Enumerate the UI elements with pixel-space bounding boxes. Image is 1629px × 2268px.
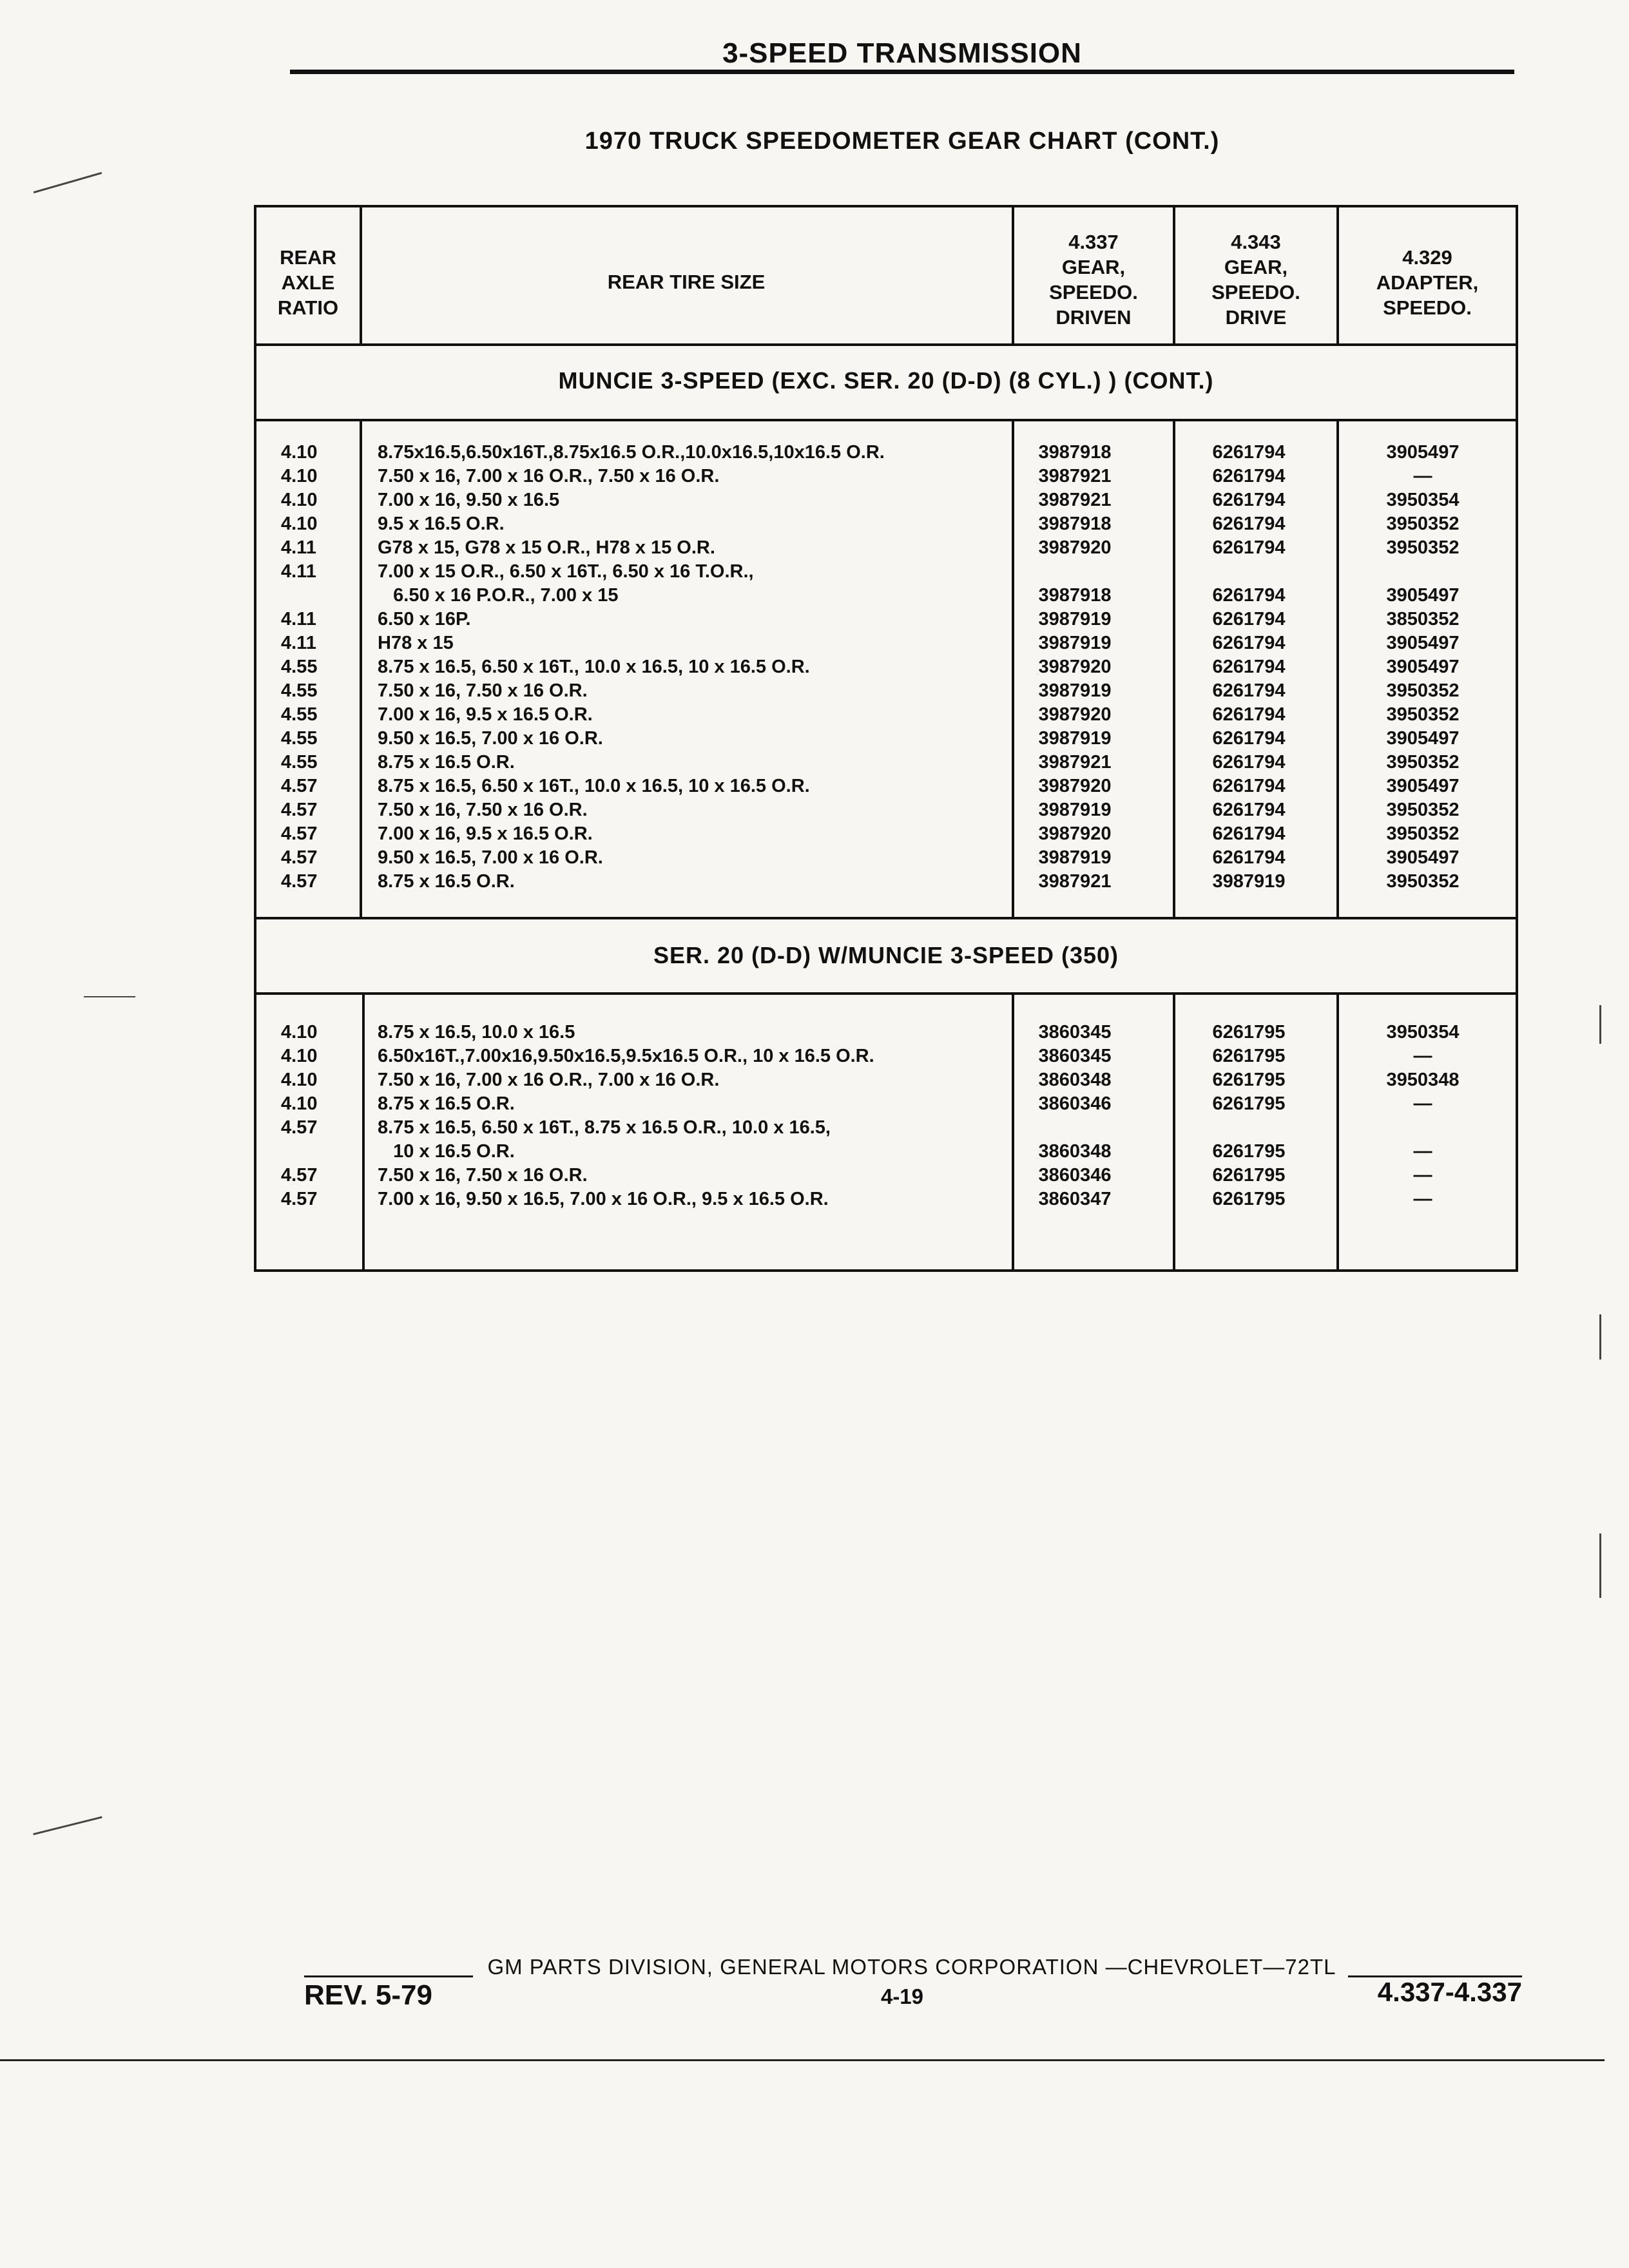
driven-gear-cell: 3987919	[1038, 847, 1112, 868]
table-row	[256, 1187, 1516, 1211]
col-divider	[1012, 207, 1014, 346]
drive-gear-cell: 6261795	[1212, 1022, 1286, 1043]
axle-ratio-cell: 4.57	[281, 776, 318, 796]
adapter-cell: 3905497	[1386, 633, 1460, 653]
adapter-cell: 3950352	[1386, 537, 1460, 558]
driven-gear-cell: 3987919	[1038, 800, 1112, 820]
drive-gear-cell: 6261795	[1212, 1189, 1286, 1209]
axle-ratio-cell: 4.10	[281, 1046, 318, 1066]
row-divider	[256, 419, 1516, 421]
table-row	[256, 1116, 1516, 1140]
table-row	[256, 1021, 1516, 1044]
adapter-cell: 3950352	[1386, 680, 1460, 701]
adapter-cell: 3905497	[1386, 847, 1460, 868]
adapter-cell: 3905497	[1386, 585, 1460, 606]
axle-ratio-cell: 4.57	[281, 823, 318, 844]
footer-division: GM PARTS DIVISION, GENERAL MOTORS CORPORATION —CHEVROLET—72TL	[487, 1955, 1336, 1979]
driven-gear-cell: 3987921	[1038, 752, 1112, 773]
drive-gear-cell: 6261794	[1212, 823, 1286, 844]
tire-size-cell: 8.75 x 16.5, 10.0 x 16.5	[378, 1022, 575, 1043]
section-title: SER. 20 (D-D) W/MUNCIE 3-SPEED (350)	[653, 942, 1119, 968]
driven-gear-cell: 3987921	[1038, 466, 1112, 486]
drive-gear-cell: 6261795	[1212, 1141, 1286, 1162]
adapter-cell: 3905497	[1386, 657, 1460, 677]
driven-gear-cell: 3860346	[1038, 1093, 1112, 1114]
scan-mark	[84, 996, 135, 997]
axle-ratio-cell: 4.55	[281, 728, 318, 749]
table-row	[256, 774, 1516, 798]
col-divider	[1336, 207, 1339, 346]
driven-gear-cell: 3860347	[1038, 1189, 1112, 1209]
driven-gear-cell: 3860345	[1038, 1046, 1112, 1066]
driven-gear-cell: 3987921	[1038, 871, 1112, 892]
table-row	[256, 798, 1516, 822]
adapter-cell: 3950352	[1386, 800, 1460, 820]
axle-ratio-cell: 4.10	[281, 490, 318, 510]
table-row	[256, 703, 1516, 727]
table-row	[256, 655, 1516, 679]
tire-size-cell: 8.75x16.5,6.50x16T.,8.75x16.5 O.R.,10.0x16.5,10x16.5 O.R.	[378, 442, 885, 463]
table-row	[256, 536, 1516, 560]
tire-size-cell: 8.75 x 16.5, 6.50 x 16T., 10.0 x 16.5, 10 x 16.5 O.R.	[378, 657, 810, 677]
page-bottom-rule	[0, 2059, 1605, 2061]
axle-ratio-cell: 4.57	[281, 800, 318, 820]
row-divider	[256, 917, 1516, 919]
axle-ratio-cell: 4.55	[281, 704, 318, 725]
axle-ratio-cell: 4.11	[281, 633, 316, 653]
axle-ratio-cell: 4.55	[281, 680, 318, 701]
adapter-cell: —	[1413, 1165, 1432, 1186]
col-divider	[1173, 207, 1175, 346]
drive-gear-cell: 6261794	[1212, 657, 1286, 677]
tire-size-cell: 8.75 x 16.5 O.R.	[378, 752, 515, 773]
section-title: MUNCIE 3-SPEED (EXC. SER. 20 (D-D) (8 CYL.) ) (CONT.)	[558, 367, 1214, 394]
drive-gear-cell: 6261795	[1212, 1070, 1286, 1090]
drive-gear-cell: 6261794	[1212, 585, 1286, 606]
tire-size-cell: 7.50 x 16, 7.50 x 16 O.R.	[378, 1165, 588, 1186]
driven-gear-cell: 3987920	[1038, 823, 1112, 844]
axle-ratio-cell: 4.11	[281, 609, 316, 629]
drive-gear-cell: 6261794	[1212, 752, 1286, 773]
col-header-ratio: REAR AXLE RATIO	[277, 246, 339, 319]
col-header-tire: REAR TIRE SIZE	[607, 271, 766, 293]
adapter-cell: 3950352	[1386, 514, 1460, 534]
tire-size-cell: 7.00 x 16, 9.50 x 16.5, 7.00 x 16 O.R., 9.5 x 16.5 O.R.	[378, 1189, 829, 1209]
scan-mark	[1599, 1533, 1601, 1598]
axle-ratio-cell: 4.10	[281, 466, 318, 486]
axle-ratio-cell: 4.11	[281, 537, 316, 558]
axle-ratio-cell: 4.57	[281, 847, 318, 868]
driven-gear-cell: 3987918	[1038, 585, 1112, 606]
drive-gear-cell: 6261794	[1212, 776, 1286, 796]
drive-gear-cell: 6261794	[1212, 442, 1286, 463]
driven-gear-cell: 3987920	[1038, 776, 1112, 796]
scan-mark	[1599, 1314, 1601, 1360]
table-row	[256, 727, 1516, 751]
driven-gear-cell: 3987920	[1038, 704, 1112, 725]
scan-mark	[34, 172, 102, 193]
adapter-cell: —	[1413, 466, 1432, 486]
drive-gear-cell: 6261795	[1212, 1046, 1286, 1066]
drive-gear-cell: 6261794	[1212, 537, 1286, 558]
tire-size-cell: 8.75 x 16.5 O.R.	[378, 871, 515, 892]
table-row	[256, 488, 1516, 512]
col-header-driven: 4.337 GEAR, SPEEDO. DRIVEN	[1049, 231, 1138, 329]
table-row	[256, 751, 1516, 774]
drive-gear-cell: 6261794	[1212, 514, 1286, 534]
adapter-cell: 3905497	[1386, 442, 1460, 463]
adapter-cell: —	[1413, 1141, 1432, 1162]
table-row	[256, 1164, 1516, 1187]
tire-size-cell: 8.75 x 16.5, 6.50 x 16T., 10.0 x 16.5, 10 x 16.5 O.R.	[378, 776, 810, 796]
tire-size-cell: 7.00 x 16, 9.5 x 16.5 O.R.	[378, 823, 593, 844]
tire-size-cell: 6.50 x 16P.	[378, 609, 471, 629]
adapter-cell: 3905497	[1386, 728, 1460, 749]
drive-gear-cell: 6261794	[1212, 633, 1286, 653]
adapter-cell: 3950352	[1386, 823, 1460, 844]
driven-gear-cell: 3987920	[1038, 537, 1112, 558]
table-row	[256, 441, 1516, 465]
axle-ratio-cell: 4.10	[281, 1070, 318, 1090]
adapter-cell: 3950352	[1386, 871, 1460, 892]
table-row	[256, 679, 1516, 703]
table-row	[256, 870, 1516, 894]
tire-size-cell: 7.00 x 15 O.R., 6.50 x 16T., 6.50 x 16 T.O.R.,	[378, 561, 754, 582]
table-row	[256, 1044, 1516, 1068]
footer-section-code: 4.337-4.337	[1377, 1977, 1522, 2007]
drive-gear-cell: 6261794	[1212, 704, 1286, 725]
row-divider	[256, 343, 1516, 346]
tire-size-cell: 7.00 x 16, 9.5 x 16.5 O.R.	[378, 704, 593, 725]
tire-size-cell: 9.50 x 16.5, 7.00 x 16 O.R.	[378, 847, 603, 868]
table-row	[256, 1092, 1516, 1116]
tire-size-cell: 6.50 x 16 P.O.R., 7.00 x 15	[378, 585, 619, 606]
table-row	[256, 465, 1516, 488]
table-row	[256, 846, 1516, 870]
driven-gear-cell: 3987921	[1038, 490, 1112, 510]
header-rule	[290, 70, 1514, 74]
driven-gear-cell: 3987918	[1038, 442, 1112, 463]
table-row	[256, 822, 1516, 846]
table-row	[256, 1140, 1516, 1164]
drive-gear-cell: 6261794	[1212, 800, 1286, 820]
driven-gear-cell: 3987920	[1038, 657, 1112, 677]
drive-gear-cell: 6261795	[1212, 1165, 1286, 1186]
axle-ratio-cell: 4.57	[281, 871, 318, 892]
axle-ratio-cell: 4.10	[281, 1022, 318, 1043]
driven-gear-cell: 3987919	[1038, 609, 1112, 629]
tire-size-cell: 7.50 x 16, 7.00 x 16 O.R., 7.50 x 16 O.R.	[378, 466, 720, 486]
tire-size-cell: G78 x 15, G78 x 15 O.R., H78 x 15 O.R.	[378, 537, 715, 558]
drive-gear-cell: 6261794	[1212, 609, 1286, 629]
driven-gear-cell: 3987918	[1038, 514, 1112, 534]
adapter-cell: —	[1413, 1046, 1432, 1066]
footer-page-number: 4-19	[880, 1984, 924, 2008]
scan-mark	[1599, 1005, 1601, 1044]
tire-size-cell: 10 x 16.5 O.R.	[378, 1141, 515, 1162]
tire-size-cell: 8.75 x 16.5, 6.50 x 16T., 8.75 x 16.5 O.R., 10.0 x 16.5,	[378, 1117, 831, 1138]
axle-ratio-cell: 4.10	[281, 514, 318, 534]
adapter-cell: 3950354	[1386, 490, 1460, 510]
tire-size-cell: 9.5 x 16.5 O.R.	[378, 514, 505, 534]
col-header-adapter: 4.329 ADAPTER, SPEEDO.	[1376, 246, 1479, 319]
driven-gear-cell: 3987919	[1038, 728, 1112, 749]
adapter-cell: —	[1413, 1093, 1432, 1114]
driven-gear-cell: 3987919	[1038, 680, 1112, 701]
adapter-cell: 3950352	[1386, 752, 1460, 773]
chart-title: 1970 TRUCK SPEEDOMETER GEAR CHART (CONT.)	[584, 128, 1220, 155]
axle-ratio-cell: 4.10	[281, 1093, 318, 1114]
drive-gear-cell: 6261794	[1212, 680, 1286, 701]
adapter-cell: 3950352	[1386, 704, 1460, 725]
tire-size-cell: 7.50 x 16, 7.00 x 16 O.R., 7.00 x 16 O.R.	[378, 1070, 720, 1090]
adapter-cell: 3950354	[1386, 1022, 1460, 1043]
tire-size-cell: 7.50 x 16, 7.50 x 16 O.R.	[378, 680, 588, 701]
axle-ratio-cell: 4.57	[281, 1165, 318, 1186]
drive-gear-cell: 6261794	[1212, 728, 1286, 749]
table-row	[256, 1068, 1516, 1092]
col-divider	[360, 207, 362, 346]
tire-size-cell: 6.50x16T.,7.00x16,9.50x16.5,9.5x16.5 O.R., 10 x 16.5 O.R.	[378, 1046, 874, 1066]
drive-gear-cell: 6261794	[1212, 490, 1286, 510]
tire-size-cell: 8.75 x 16.5 O.R.	[378, 1093, 515, 1114]
axle-ratio-cell: 4.57	[281, 1189, 318, 1209]
drive-gear-cell: 6261794	[1212, 847, 1286, 868]
footer-rev: REV. 5-79	[304, 1979, 432, 2011]
driven-gear-cell: 3860348	[1038, 1141, 1112, 1162]
axle-ratio-cell: 4.11	[281, 561, 316, 582]
scan-mark	[33, 1816, 102, 1836]
axle-ratio-cell: 4.57	[281, 1117, 318, 1138]
drive-gear-cell: 3987919	[1212, 871, 1286, 892]
axle-ratio-cell: 4.55	[281, 752, 318, 773]
axle-ratio-cell: 4.10	[281, 442, 318, 463]
table-row	[256, 608, 1516, 631]
tire-size-cell: 7.50 x 16, 7.50 x 16 O.R.	[378, 800, 588, 820]
driven-gear-cell: 3860345	[1038, 1022, 1112, 1043]
axle-ratio-cell: 4.55	[281, 657, 318, 677]
driven-gear-cell: 3860348	[1038, 1070, 1112, 1090]
tire-size-cell: 7.00 x 16, 9.50 x 16.5	[378, 490, 560, 510]
gear-chart-table	[254, 205, 1518, 1272]
row-divider	[256, 992, 1516, 995]
table-row	[256, 560, 1516, 584]
table-row	[256, 512, 1516, 536]
page-header-title: 3-SPEED TRANSMISSION	[722, 37, 1082, 69]
drive-gear-cell: 6261794	[1212, 466, 1286, 486]
adapter-cell: 3950348	[1386, 1070, 1460, 1090]
driven-gear-cell: 3987919	[1038, 633, 1112, 653]
adapter-cell: —	[1413, 1189, 1432, 1209]
drive-gear-cell: 6261795	[1212, 1093, 1286, 1114]
adapter-cell: 3905497	[1386, 776, 1460, 796]
tire-size-cell: H78 x 15	[378, 633, 454, 653]
table-row	[256, 631, 1516, 655]
table-row	[256, 584, 1516, 608]
col-header-drive: 4.343 GEAR, SPEEDO. DRIVE	[1211, 231, 1300, 329]
footer-rule	[304, 1975, 473, 1977]
driven-gear-cell: 3860346	[1038, 1165, 1112, 1186]
tire-size-cell: 9.50 x 16.5, 7.00 x 16 O.R.	[378, 728, 603, 749]
adapter-cell: 3850352	[1386, 609, 1460, 629]
